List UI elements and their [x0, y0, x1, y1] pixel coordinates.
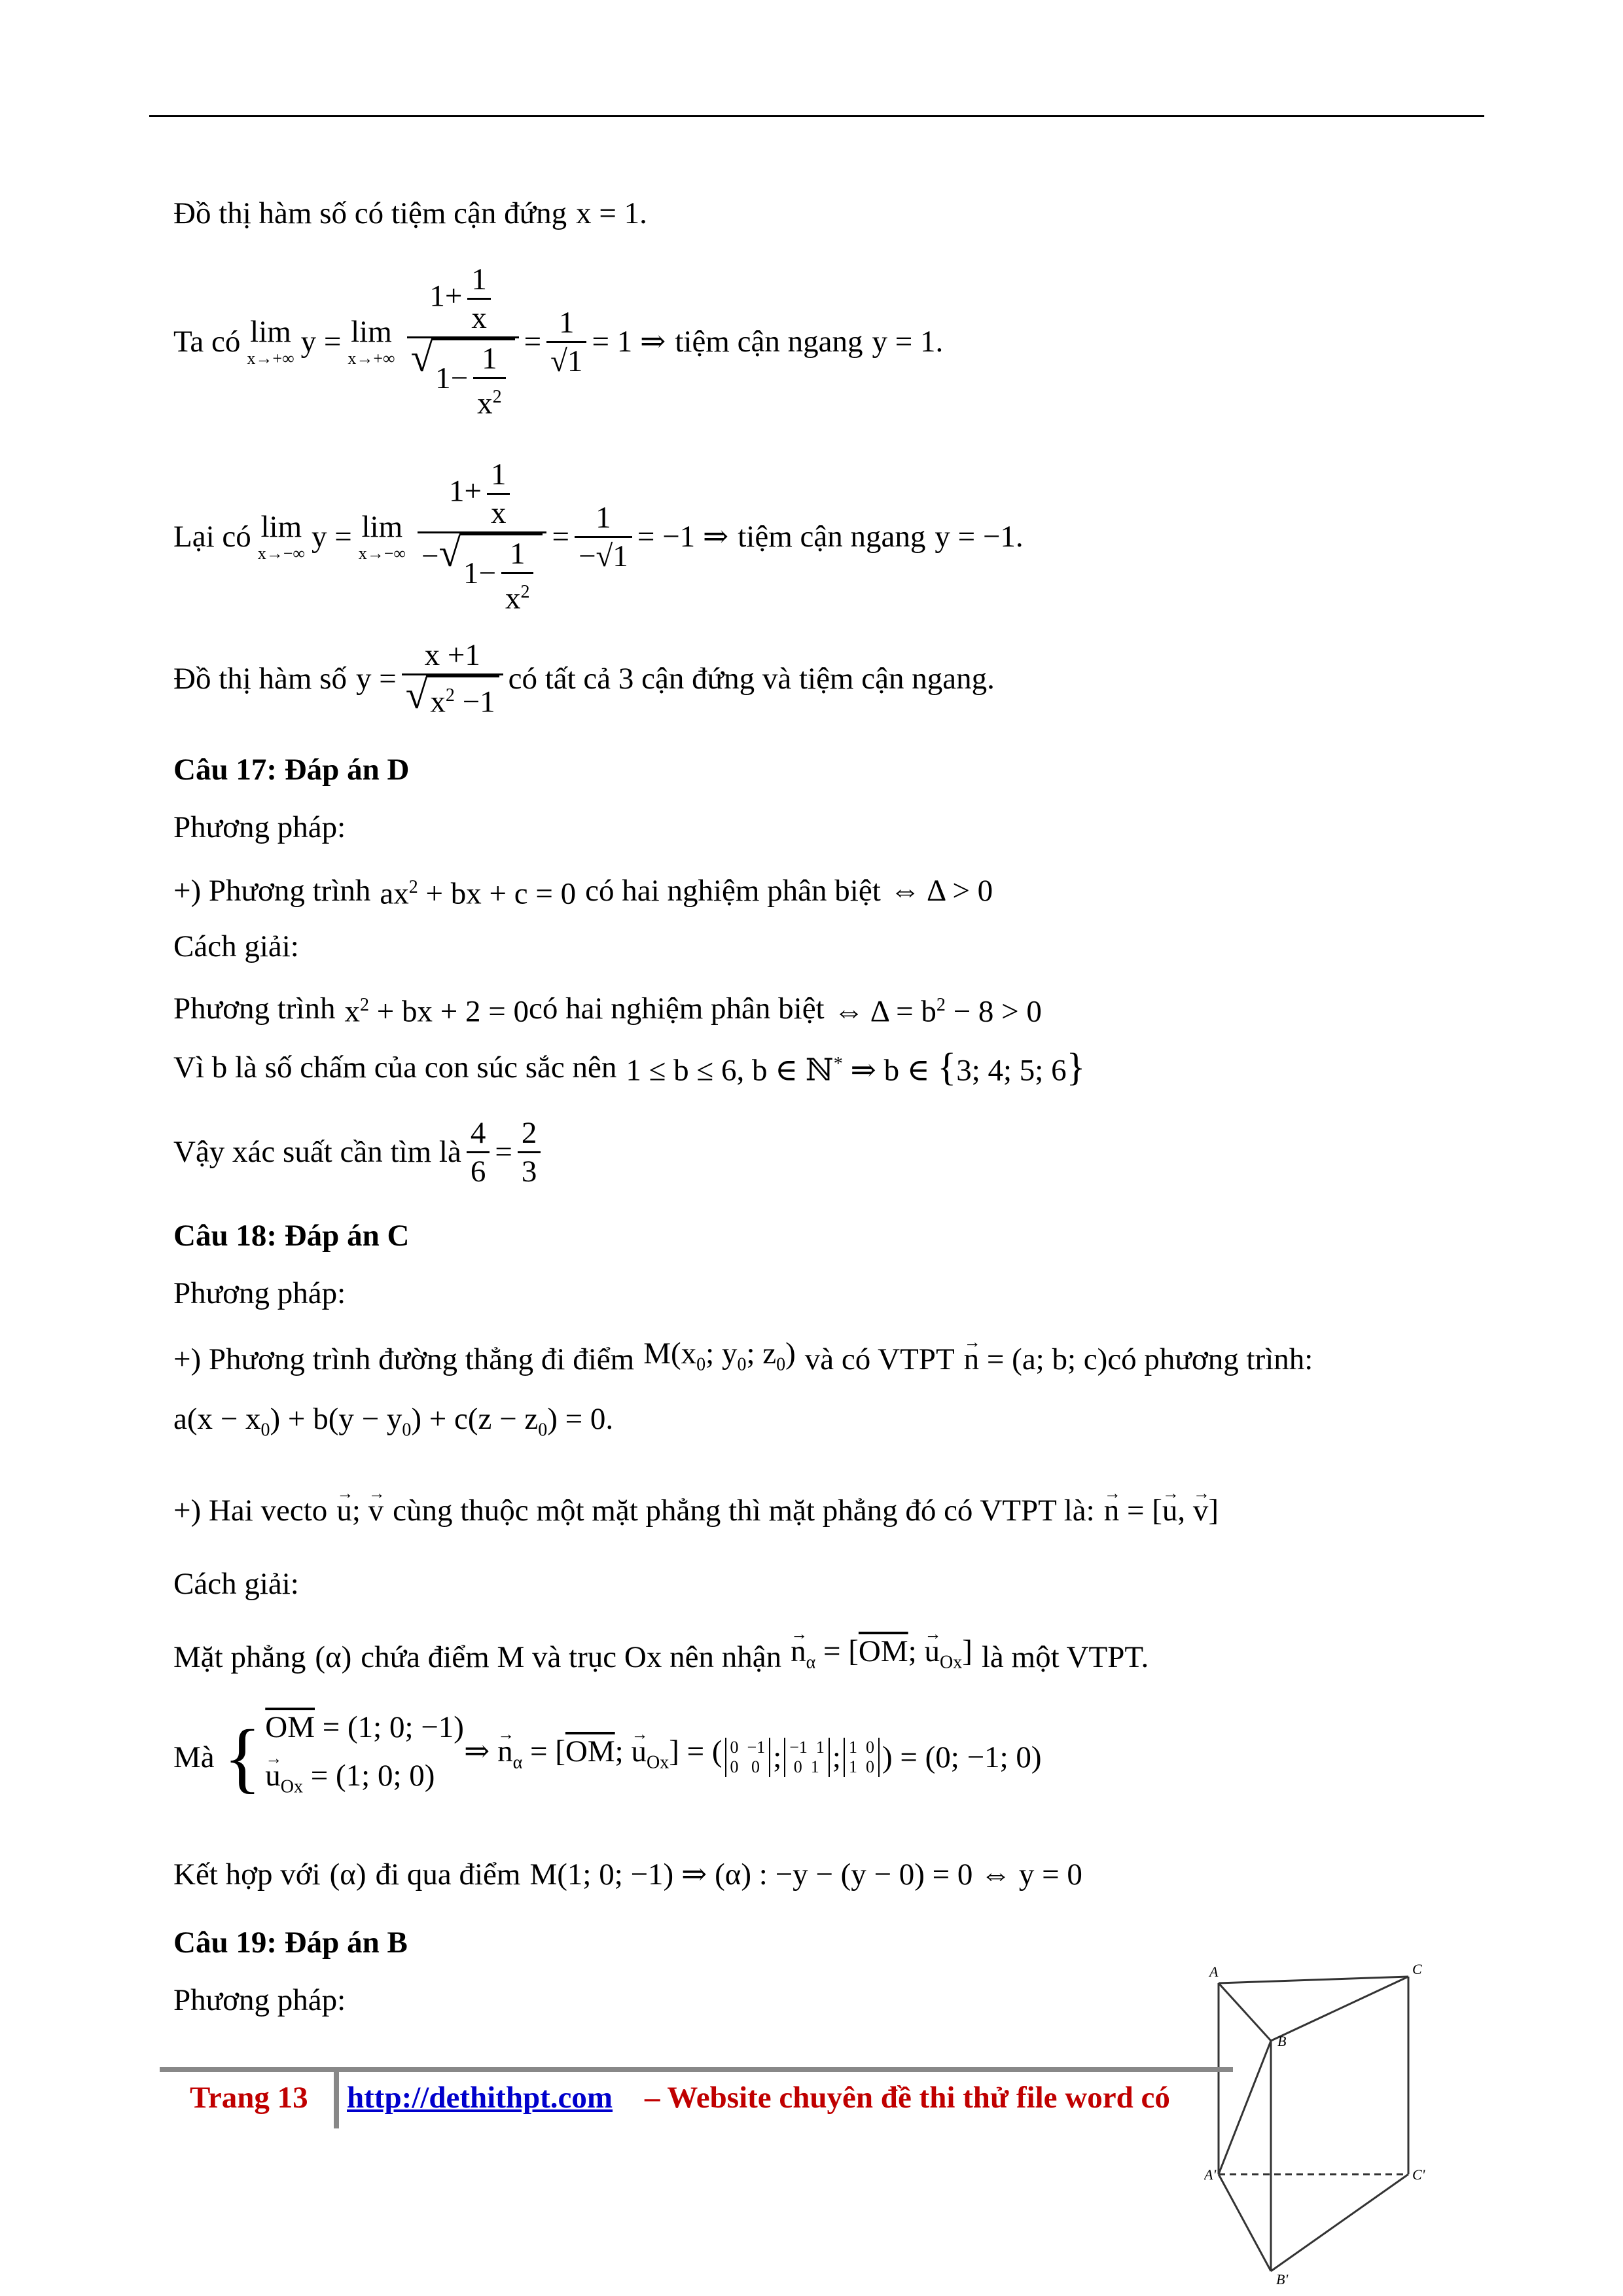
vertex-label-C: C: [1412, 1961, 1422, 1977]
solution-line: Mặt phẳng (α) chứa điểm M và trục Ox nên nhận → $n_\alpha = [\overline{OM}$; → $u_{Ox}$] là một VTPT.: [173, 1633, 1149, 1681]
method-label: Phương pháp:: [173, 1983, 346, 2017]
limit-line-positive: Ta có lim x→+∞ y = lim x→+∞ 1+ $\frac{1}{x}$ √ 1− $\frac{1}{x^2}$ = $\frac{1}{√1}$ = 1 ⇒ tiệm cận ngang y = 1.: [173, 262, 944, 421]
method-label: Phương pháp:: [173, 810, 346, 844]
fraction: 1+ $\frac{1}{x}$ √ 1− $\frac{1}{x^2}$: [407, 261, 519, 422]
vertex-label-B: B: [1277, 2033, 1287, 2049]
solution-line: Vì b là số chấm của con súc sắc nên 1 ≤ b ≤ 6, b ∈ ℕ* ⇒ b ∈ {3; 4; 5; 6}: [173, 1045, 1086, 1089]
vertex-label-C-prime: C': [1412, 2166, 1425, 2183]
equation-line: $a(x - x_0) + b(y - y_0) + c(z - z_0) = 0$.: [173, 1402, 614, 1441]
footer-separator: [334, 2072, 339, 2128]
method-line: +) Phương trình $ax^2$ + bx + c = 0 có hai nghiệm phân biệt ⇔ Δ > 0: [173, 873, 993, 911]
edge-A'B': [1219, 2174, 1271, 2271]
solution-line: Vậy xác suất cần tìm là $\frac{4}{6}$ = $\frac{2}{3}$: [173, 1113, 546, 1191]
footer-tagline: – Website chuyên đề thi thử file word có: [645, 2081, 1170, 2115]
method-label: Phương pháp:: [173, 1276, 346, 1310]
edge-AB: [1219, 1983, 1271, 2041]
method-line: +) Hai vecto → u; → v cùng thuộc một mặt phẳng thì mặt phẳng đó có VTPT là: → n = [→ u, → v]: [173, 1492, 1219, 1529]
solution-label: Cách giải:: [173, 1567, 299, 1601]
website-link[interactable]: http://dethithpt.com: [347, 2081, 613, 2115]
footer-rule: [160, 2067, 1233, 2072]
vertex-label-B-prime: B': [1276, 2271, 1289, 2287]
prism-figure: [1204, 1957, 1479, 2296]
question-17-title: Câu 17: Đáp án D: [173, 753, 410, 787]
page-number: Trang 13: [190, 2081, 308, 2115]
limit-expression: lim x→+∞: [247, 314, 294, 368]
solution-line: Kết hợp với (α) đi qua điểm M(1; 0; −1) ⇒ (α) : −y − (y − 0) = 0 ⇔ y = 0: [173, 1857, 1082, 1892]
question-18-title: Câu 18: Đáp án C: [173, 1219, 410, 1253]
solution-label: Cách giải:: [173, 929, 299, 963]
vertex-label-A: A: [1209, 1964, 1219, 1980]
edge-A'B: [1219, 2041, 1271, 2174]
header-rule: [149, 115, 1484, 117]
edge-B'C': [1271, 2174, 1408, 2271]
limit-line-negative: Lại có lim x→−∞ y = lim x→−∞ 1+ $\frac{1}{x}$ − √ 1− $\frac{1}{x^2}$ = $\frac{1}{-√1}$ = −1 ⇒ tiệm cận ngang y = −1.: [173, 457, 1024, 616]
vertex-label-A-prime: A': [1204, 2166, 1217, 2183]
function-summary-line: Đồ thị hàm số y = x +1 √ $x^2 -1$ có tất cả 3 cận đứng và tiệm cận ngang.: [173, 638, 995, 719]
text-line: Đồ thị hàm số có tiệm cận đứng x = 1.: [173, 196, 647, 230]
edge-AC: [1219, 1977, 1408, 1983]
edge-BC: [1271, 1977, 1408, 2041]
solution-line: Mà { $\overline{OM} = (1$; 0; −1) → $u_{Ox} = (1$; 0; 0) ⇒ → $n_\alpha = [\overline{OM}$; → $u_{Ox}$] = ( 0 −1 0 0 ; −1 1 0 1 ; 1 0 1 0 ) = (0; −1; 0): [173, 1702, 1042, 1813]
method-line: +) Phương trình đường thẳng đi điểm $M(x_0$; $y_0$; $z_0$) và có VTPT → n = (a; b; c) có phương trình:: [173, 1335, 1313, 1383]
question-19-title: Câu 19: Đáp án B: [173, 1926, 408, 1960]
solution-line: Phương trình $x^2$ + bx + 2 = 0 có hai nghiệm phân biệt ⇔ $\Delta = b^2 - 8 > 0$: [173, 991, 1042, 1029]
